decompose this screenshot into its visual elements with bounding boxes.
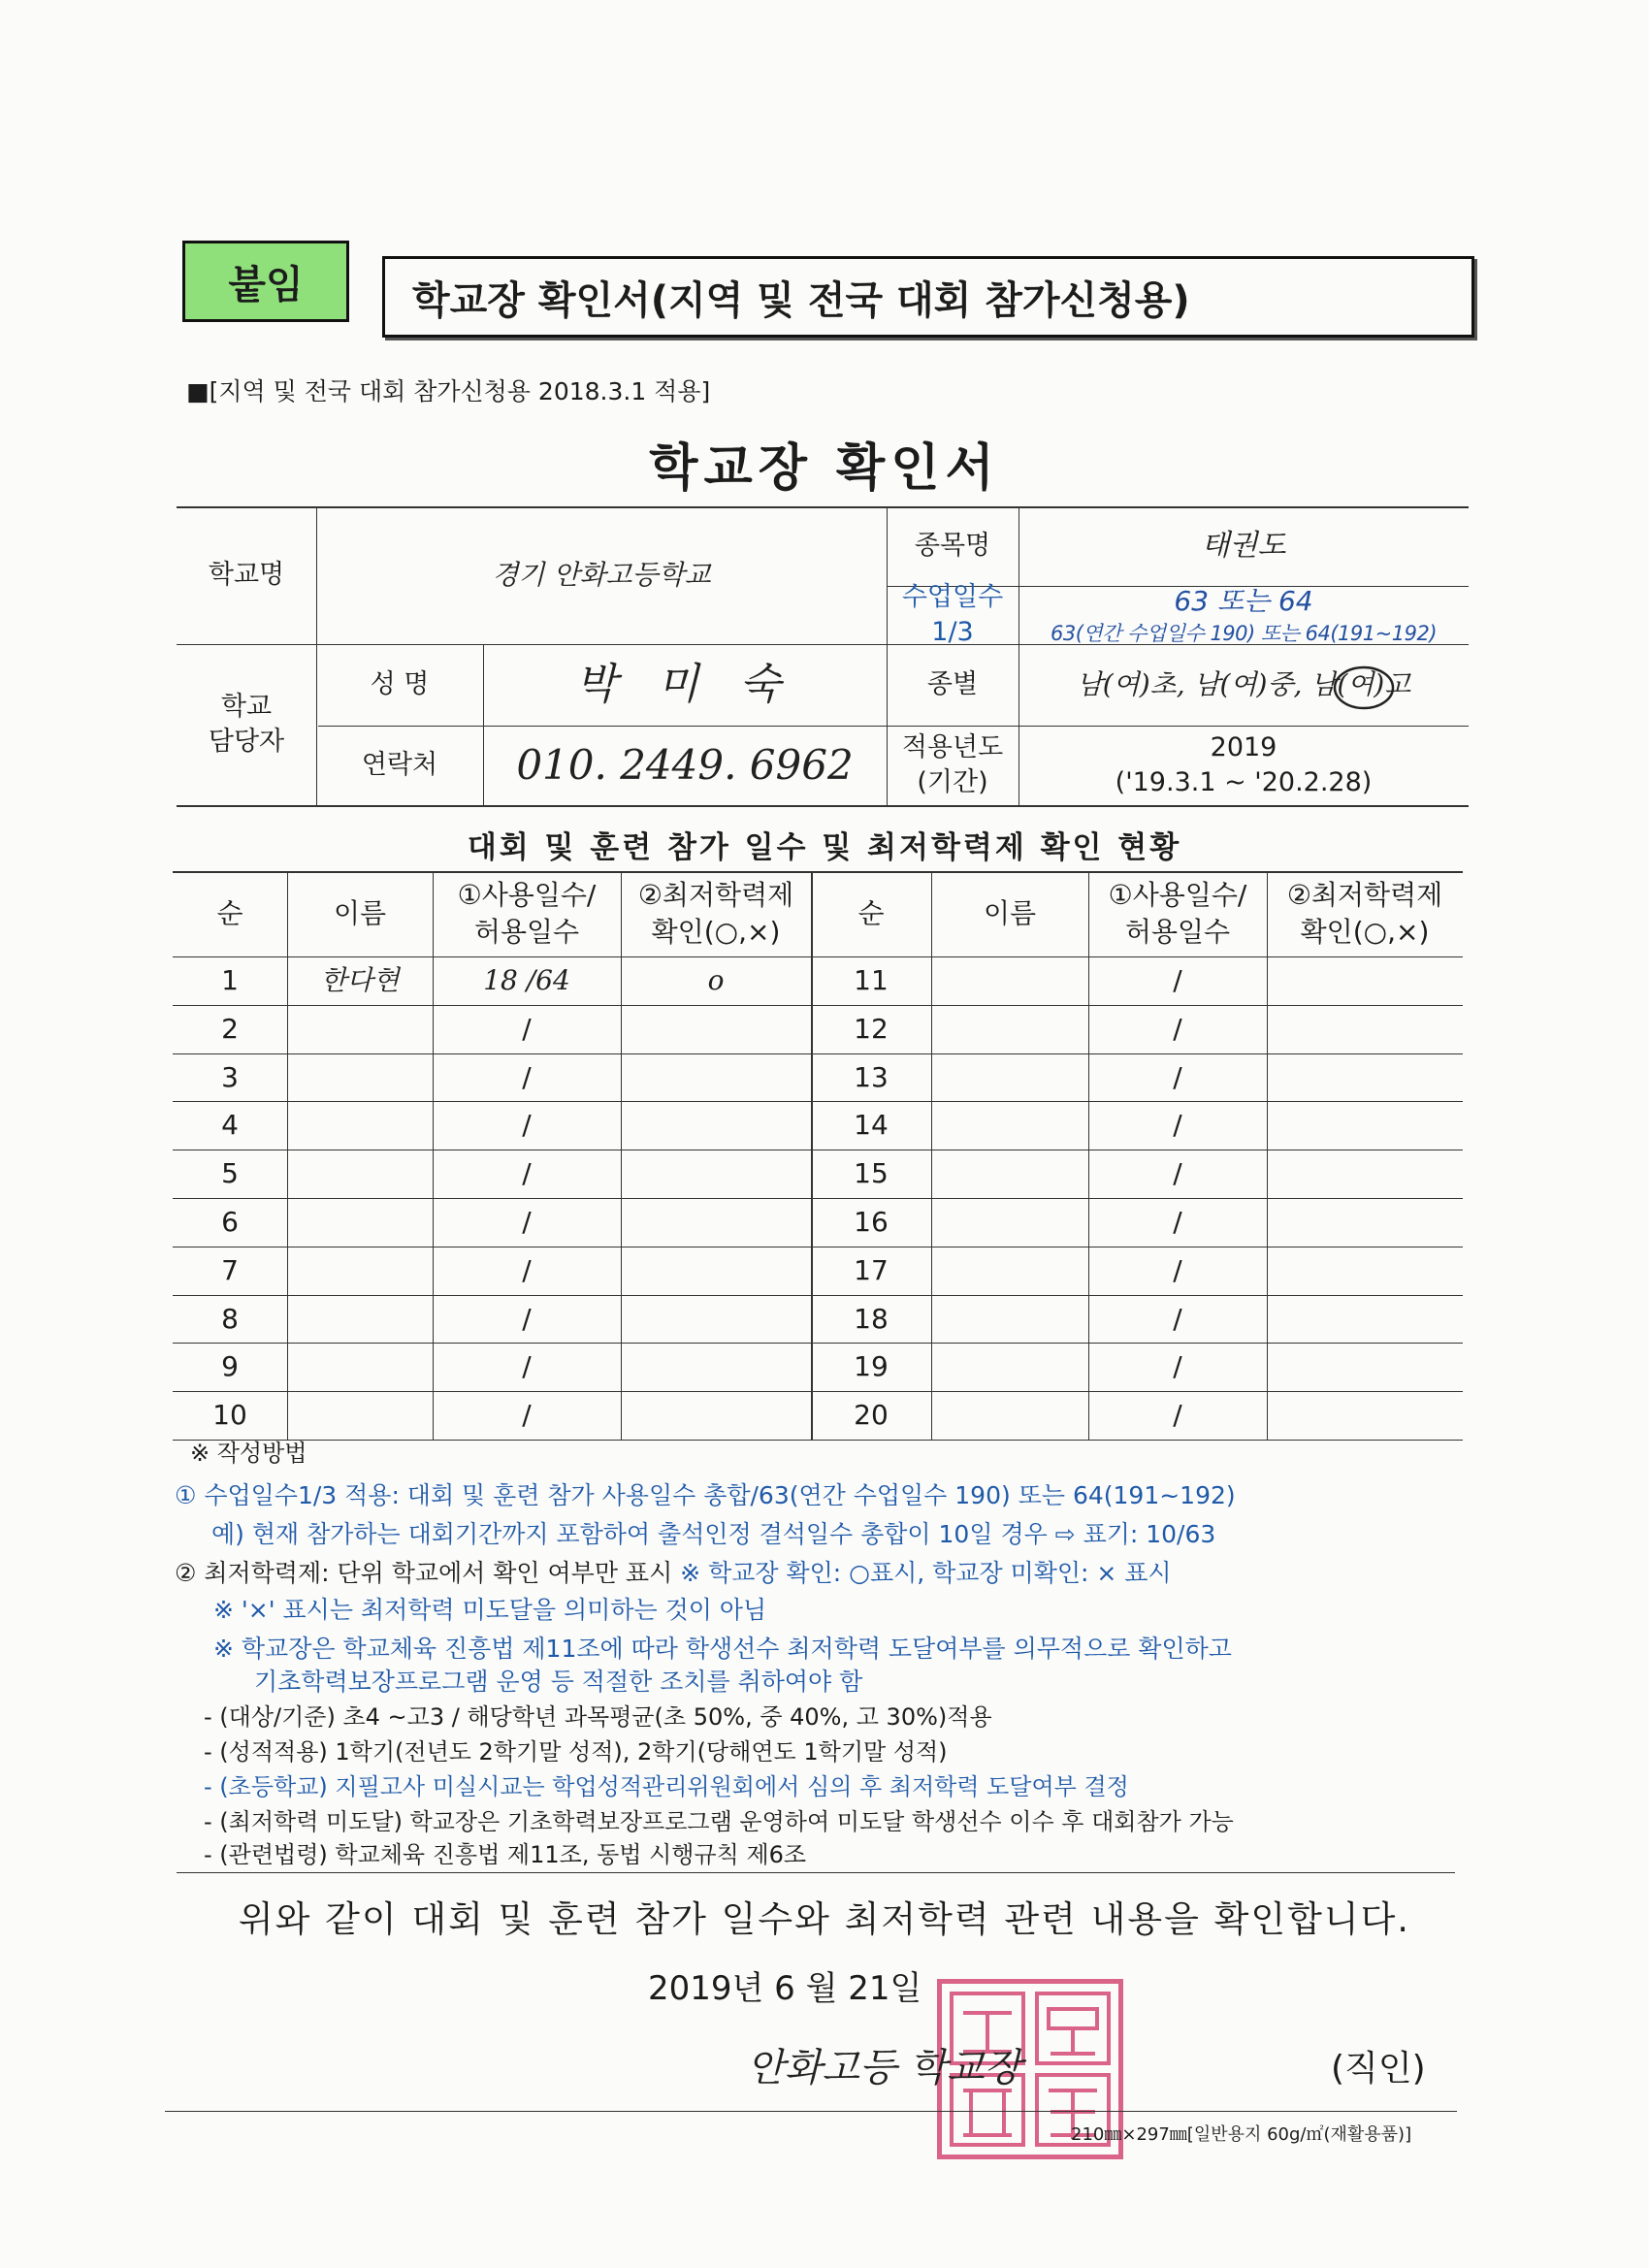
- right-row-20-no: 20: [854, 1399, 889, 1432]
- left-row-1-min: o: [707, 964, 725, 996]
- right-row-12-no: 12: [854, 1012, 889, 1045]
- right-row-19-name: [931, 1343, 1088, 1391]
- instruction-line-8: - (성적적용) 1학기(전년도 2학기말 성적), 2학기(당해연도 1학기말 성적): [204, 1738, 948, 1766]
- year-label: [887, 726, 1018, 805]
- class-days-value-line2: 63(연간 수업일수 190) 또는 64(191~192): [1050, 621, 1438, 645]
- right-row-16-min: [1267, 1198, 1463, 1247]
- year-label-line2: (기간): [917, 767, 988, 797]
- header-days-left-line2: 허용일수: [473, 916, 580, 948]
- right-row-16-no: 16: [854, 1206, 889, 1238]
- header-min-left: [621, 871, 811, 956]
- right-row-18-min: [1267, 1295, 1463, 1344]
- left-row-5-days: /: [522, 1157, 532, 1190]
- year-value: [1018, 726, 1469, 805]
- right-row-15-no: 15: [854, 1157, 889, 1190]
- left-row-5-min: [621, 1150, 811, 1198]
- class-days-value-line1: 63 또는 64: [1174, 584, 1313, 617]
- header-days-left-line1: ①사용일수/: [457, 879, 597, 912]
- left-row-3-min: [621, 1053, 811, 1102]
- left-row-10-name: [287, 1391, 433, 1440]
- instruction-line-5: ※ 학교장은 학교체육 진흥법 제11조에 따라 학생선수 최저학력 도달여부를 의무적으로 확인하고: [213, 1635, 1232, 1663]
- left-row-2-no: 2: [221, 1012, 239, 1045]
- right-row-13-no: 13: [854, 1060, 889, 1093]
- right-row-13-name: [931, 1053, 1088, 1102]
- instruction-line-10: - (최저학력 미도달) 학교장은 기초학력보장프로그램 운영하여 미도달 학생선수 이수 후 대회참가 가능: [204, 1808, 1234, 1835]
- header-name-left: 이름: [333, 897, 387, 930]
- contact-value: 010. 2449. 6962: [516, 740, 854, 789]
- category-label: 종별: [926, 668, 979, 699]
- instruction-line-7: - (대상/기준) 초4 ~고3 / 해당학년 과목평균(초 50%, 중 40%, 고 30%)적용: [204, 1703, 992, 1731]
- left-row-8-no: 8: [221, 1302, 239, 1335]
- left-row-2-days: /: [522, 1012, 532, 1045]
- left-row-7-min: [621, 1247, 811, 1295]
- manager-label-line1: 학교: [220, 691, 273, 722]
- left-row-6-days: /: [522, 1206, 532, 1238]
- right-row-11-no: 11: [854, 964, 889, 996]
- header-min-right-line1: ②최저학력제: [1286, 879, 1443, 912]
- left-row-2-min: [621, 1005, 811, 1053]
- left-row-6-name: [287, 1198, 433, 1247]
- right-row-16-days: /: [1173, 1206, 1182, 1238]
- header-min-right: [1267, 871, 1463, 956]
- right-row-14-no: 14: [854, 1109, 889, 1142]
- instruction-line-3a: ② 최저학력제: 단위 학교에서 확인 여부만 표시: [175, 1559, 681, 1587]
- instruction-line-11: - (관련법령) 학교체육 진흥법 제11조, 동법 시행규칙 제6조: [204, 1841, 807, 1868]
- class-days-label-line2: 1/3: [931, 617, 974, 647]
- left-row-3-days: /: [522, 1060, 532, 1093]
- right-row-14-days: /: [1173, 1109, 1182, 1142]
- right-row-16-name: [931, 1198, 1088, 1247]
- right-row-15-min: [1267, 1150, 1463, 1198]
- manager-label-line2: 담당자: [208, 727, 285, 757]
- left-row-7-name: [287, 1247, 433, 1295]
- divider: [177, 1872, 1455, 1873]
- instructions-heading: ※ 작성방법: [190, 1440, 307, 1467]
- right-row-20-days: /: [1173, 1399, 1182, 1432]
- instruction-line-3b: ※ 학교장 확인: ○표시, 학교장 미확인: × 표시: [680, 1559, 1172, 1587]
- confirmation-statement: 위와 같이 대회 및 훈련 참가 일수와 최저학력 관련 내용을 확인합니다.: [238, 1898, 1411, 1940]
- class-days-label-line1: 수업일수: [901, 581, 1004, 612]
- left-row-7-days: /: [522, 1253, 532, 1286]
- right-row-17-no: 17: [854, 1253, 889, 1286]
- right-row-17-min: [1267, 1247, 1463, 1295]
- right-row-14-min: [1267, 1101, 1463, 1150]
- left-row-8-min: [621, 1295, 811, 1344]
- left-row-8-days: /: [522, 1302, 532, 1335]
- attachment-badge: 붙임: [182, 241, 349, 322]
- instruction-line-2: 예) 현재 참가하는 대회기간까지 포함하여 출석인정 결석일수 총합이 10일 경우 ⇨ 표기: 10/63: [211, 1520, 1216, 1548]
- right-row-20-name: [931, 1391, 1088, 1440]
- contact-label: 연락처: [361, 749, 438, 780]
- year-value-line2: ('19.3.1 ~ '20.2.28): [1115, 767, 1373, 797]
- header-min-right-line2: 확인(○,×): [1300, 916, 1430, 948]
- instruction-line-3: [175, 1554, 1172, 1589]
- right-row-19-min: [1267, 1343, 1463, 1391]
- right-row-13-days: /: [1173, 1060, 1182, 1093]
- header-min-left-line1: ②최저학력제: [637, 879, 794, 912]
- right-row-17-name: [931, 1247, 1088, 1295]
- header-days-right-line2: 허용일수: [1124, 916, 1231, 948]
- left-row-4-no: 4: [221, 1109, 239, 1142]
- instruction-line-9: - (초등학교) 지필고사 미실시교는 학업성적관리위원회에서 심의 후 최저학력 도달여부 결정: [204, 1773, 1129, 1800]
- category-value: 남(여)초, 남(여)중, 남(여)고: [1076, 668, 1411, 701]
- sport-label: 종목명: [914, 530, 991, 561]
- instruction-line-6: 기초학력보장프로그램 운영 등 적절한 조치를 취하여야 함: [254, 1668, 863, 1696]
- right-row-20-min: [1267, 1391, 1463, 1440]
- right-row-15-name: [931, 1150, 1088, 1198]
- left-row-9-name: [287, 1343, 433, 1391]
- header-name-right: 이름: [983, 897, 1037, 930]
- status-table-title: 대회 및 훈련 참가 일수 및 최저학력제 확인 현황: [467, 830, 1182, 865]
- right-row-12-days: /: [1173, 1012, 1182, 1045]
- header-days-right-line1: ①사용일수/: [1108, 879, 1247, 912]
- school-name-label: 학교명: [208, 559, 285, 590]
- year-label-line1: 적용년도: [901, 731, 1004, 762]
- class-days-label: [887, 581, 1018, 647]
- category-circle-mark: [1331, 664, 1397, 712]
- instruction-line-4: ※ '×' 표시는 최저학력 미도달을 의미하는 것이 아님: [213, 1596, 767, 1624]
- left-row-5-name: [287, 1150, 433, 1198]
- header-no-left: 순: [216, 897, 243, 930]
- main-title: 학교장 확인서: [649, 439, 1000, 498]
- left-row-4-name: [287, 1101, 433, 1150]
- right-row-18-days: /: [1173, 1302, 1182, 1335]
- application-note: ■[지역 및 전국 대회 참가신청용 2018.3.1 적용]: [186, 377, 711, 405]
- right-row-18-name: [931, 1295, 1088, 1344]
- left-row-3-no: 3: [221, 1060, 239, 1093]
- left-row-10-days: /: [522, 1399, 532, 1432]
- left-row-1-days: 18 /64: [483, 964, 570, 996]
- manager-label: [177, 644, 316, 805]
- left-row-9-no: 9: [221, 1350, 239, 1383]
- left-row-10-no: 10: [212, 1399, 247, 1432]
- school-name-value: 경기 안화고등학교: [492, 559, 711, 592]
- left-row-2-name: [287, 1005, 433, 1053]
- manager-name-value: 박 미 숙: [575, 660, 794, 710]
- header-no-right: 순: [857, 897, 885, 930]
- left-row-4-days: /: [522, 1109, 532, 1142]
- footer-divider: [165, 2111, 1457, 2112]
- year-value-line1: 2019: [1210, 731, 1277, 762]
- confirmation-date: 2019년 6 월 21일: [648, 1969, 922, 2008]
- header-days-right: [1088, 871, 1267, 956]
- instruction-line-1: ① 수업일수1/3 적용: 대회 및 훈련 참가 사용일수 총합/63(연간 수업일수 190) 또는 64(191~192): [175, 1481, 1236, 1509]
- left-row-1-name: 한다현: [320, 964, 400, 996]
- right-row-12-min: [1267, 1005, 1463, 1053]
- left-row-6-min: [621, 1198, 811, 1247]
- sport-value: 태권도: [1201, 528, 1286, 563]
- class-days-value: [1018, 586, 1469, 644]
- header-min-left-line2: 확인(○,×): [651, 916, 781, 948]
- left-row-1-no: 1: [221, 964, 239, 996]
- right-row-19-no: 19: [854, 1350, 889, 1383]
- right-row-14-name: [931, 1101, 1088, 1150]
- left-row-5-no: 5: [221, 1157, 239, 1190]
- right-row-11-name: [931, 956, 1088, 1005]
- left-row-6-no: 6: [221, 1206, 239, 1238]
- left-row-9-min: [621, 1343, 811, 1391]
- right-row-11-days: /: [1173, 964, 1182, 996]
- left-row-10-min: [621, 1391, 811, 1440]
- right-row-13-min: [1267, 1053, 1463, 1102]
- right-row-11-min: [1267, 956, 1463, 1005]
- header-days-left: [433, 871, 621, 956]
- signer: 안화고등 학교장: [747, 2046, 1022, 2090]
- seal-label: (직인): [1331, 2049, 1426, 2089]
- paper-spec-footer: 210㎜×297㎜[일반용지 60g/㎡(재활용품)]: [1071, 2124, 1412, 2145]
- name-label: 성 명: [370, 668, 430, 699]
- left-row-3-name: [287, 1053, 433, 1102]
- document-title-box: 학교장 확인서(지역 및 전국 대회 참가신청용): [382, 256, 1474, 338]
- left-row-8-name: [287, 1295, 433, 1344]
- right-row-19-days: /: [1173, 1350, 1182, 1383]
- right-row-18-no: 18: [854, 1302, 889, 1335]
- right-row-17-days: /: [1173, 1253, 1182, 1286]
- left-row-9-days: /: [522, 1350, 532, 1383]
- left-row-7-no: 7: [221, 1253, 239, 1286]
- right-row-12-name: [931, 1005, 1088, 1053]
- left-row-4-min: [621, 1101, 811, 1150]
- right-row-15-days: /: [1173, 1157, 1182, 1190]
